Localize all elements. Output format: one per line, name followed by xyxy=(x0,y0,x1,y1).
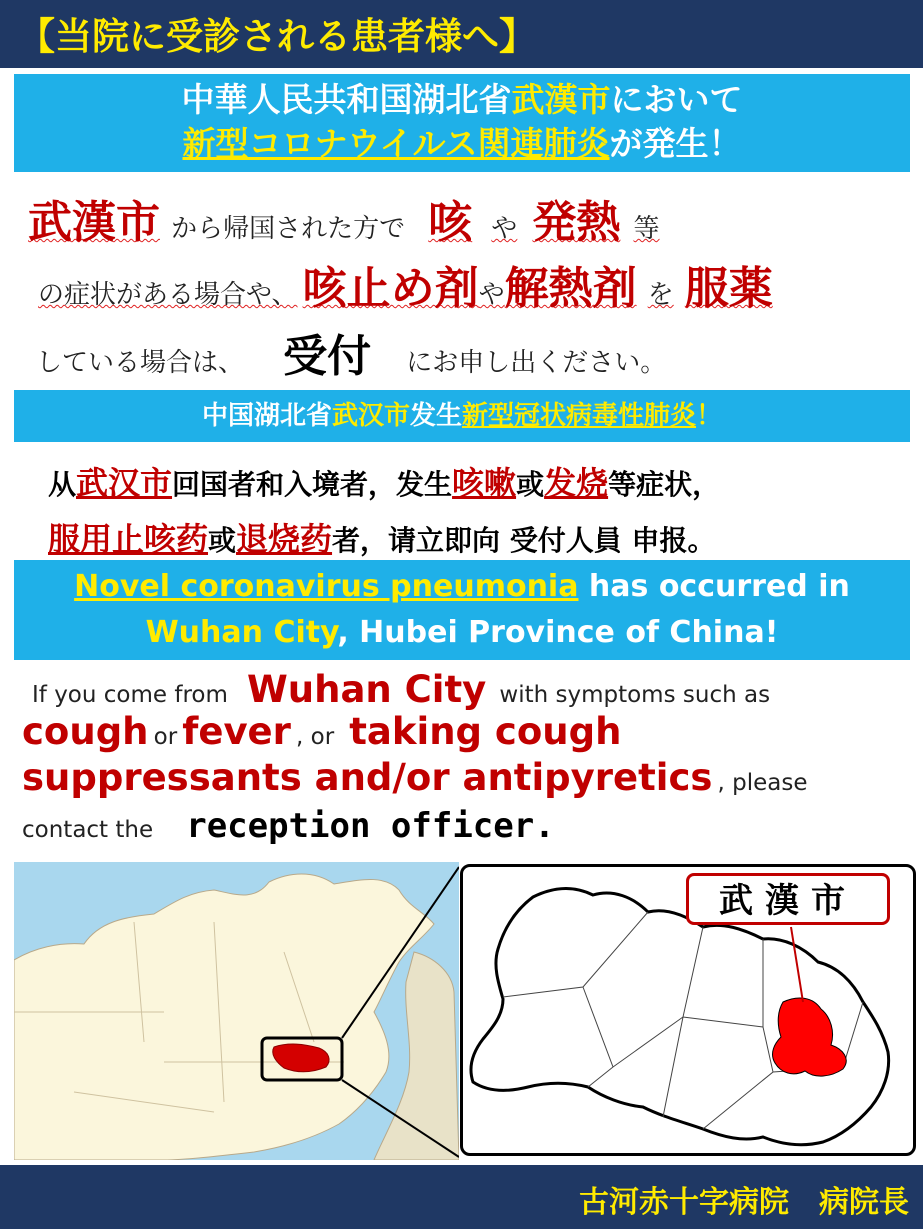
wuhan-map-label: 武漢市 xyxy=(686,873,890,925)
china-map-graphic xyxy=(14,862,459,1160)
jp-text: にお申し出ください。 xyxy=(406,348,667,378)
cn-keyword: 发烧 xyxy=(544,464,609,502)
en-keyword: taking cough xyxy=(349,710,622,753)
jp-keyword: 咳 xyxy=(428,197,473,248)
jp-line-1 xyxy=(28,186,660,250)
cn-banner-text: ！ xyxy=(696,401,723,431)
en-line-2 xyxy=(22,710,621,753)
jp-keyword: 武漢市 xyxy=(28,197,160,248)
jp-banner-text: において xyxy=(610,80,743,119)
cn-text: 回国者和入境者，发生 xyxy=(172,468,453,501)
jp-keyword: 服薬 xyxy=(684,263,773,314)
en-text: contact the xyxy=(22,817,154,843)
header-bar xyxy=(0,0,923,68)
jp-reception: 受付 xyxy=(283,331,372,382)
cn-keyword: 武汉市 xyxy=(76,464,173,502)
cn-text: 或 xyxy=(516,468,545,501)
jp-text: 等 xyxy=(633,214,660,244)
en-keyword: fever xyxy=(182,710,291,753)
jp-banner-text: が発生！ xyxy=(609,124,742,163)
en-line-1 xyxy=(32,668,770,711)
cn-banner xyxy=(14,390,910,442)
jp-keyword: 発熱 xyxy=(532,197,621,248)
en-text: , please xyxy=(717,770,808,796)
en-banner-text: has occurred in xyxy=(578,569,850,604)
china-map xyxy=(14,862,459,1160)
cn-text: 从 xyxy=(48,468,77,501)
jp-text: や xyxy=(491,214,518,244)
cn-keyword: 服用止咳药 xyxy=(48,520,209,558)
jp-text: から帰国された方で xyxy=(171,214,406,244)
en-text: If you come from xyxy=(32,682,228,708)
en-keyword: Wuhan City xyxy=(246,668,487,711)
footer-bar xyxy=(0,1165,923,1229)
jp-banner xyxy=(14,74,910,172)
en-text: , or xyxy=(296,724,335,750)
cn-keyword: 咳嗽 xyxy=(452,464,517,502)
en-reception: reception officer. xyxy=(186,806,555,846)
en-line-3 xyxy=(22,756,808,799)
cn-text: 或 xyxy=(208,524,237,557)
cn-line-1 xyxy=(48,458,720,504)
jp-keyword: 咳止め剤 xyxy=(302,263,479,314)
cn-text: 等症状， xyxy=(608,468,721,501)
en-banner-disease: Novel coronavirus pneumonia xyxy=(74,569,579,604)
header-title: 【当院に受診される患者様へ】 xyxy=(18,15,536,58)
cn-keyword: 退烧药 xyxy=(236,520,333,558)
jp-text: の症状がある場合や、 xyxy=(38,280,298,310)
cn-banner-city: 武汉市 xyxy=(331,401,410,431)
jp-line-3 xyxy=(36,320,666,384)
footer-signature: 古河赤十字病院 病院長 xyxy=(579,1185,909,1220)
jp-line-2 xyxy=(38,252,773,316)
cn-banner-disease: 新型冠状病毒性肺炎 xyxy=(462,401,697,431)
en-banner xyxy=(14,560,910,660)
jp-text: や xyxy=(478,280,505,310)
jp-keyword: 解熱剤 xyxy=(504,263,637,314)
en-banner-text: , Hubei Province of China! xyxy=(337,615,779,650)
cn-text: 者，请立即向 受付人員 申报。 xyxy=(332,524,716,557)
jp-banner-city: 武漢市 xyxy=(511,80,611,119)
jp-text: を xyxy=(647,280,674,310)
en-text: with symptoms such as xyxy=(499,682,771,708)
en-banner-city: Wuhan City xyxy=(145,615,338,650)
cn-line-2 xyxy=(48,514,716,560)
cn-banner-text: 发生 xyxy=(409,401,462,431)
jp-banner-disease: 新型コロナウイルス関連肺炎 xyxy=(182,124,610,163)
en-keyword: suppressants and/or antipyretics xyxy=(22,756,713,799)
en-keyword: cough xyxy=(22,710,149,753)
jp-banner-text: 中華人民共和国湖北省 xyxy=(181,80,512,119)
en-line-4 xyxy=(22,806,555,846)
en-text: or xyxy=(153,724,178,750)
jp-text: している場合は、 xyxy=(36,348,245,378)
cn-banner-text: 中国湖北省 xyxy=(201,401,332,431)
